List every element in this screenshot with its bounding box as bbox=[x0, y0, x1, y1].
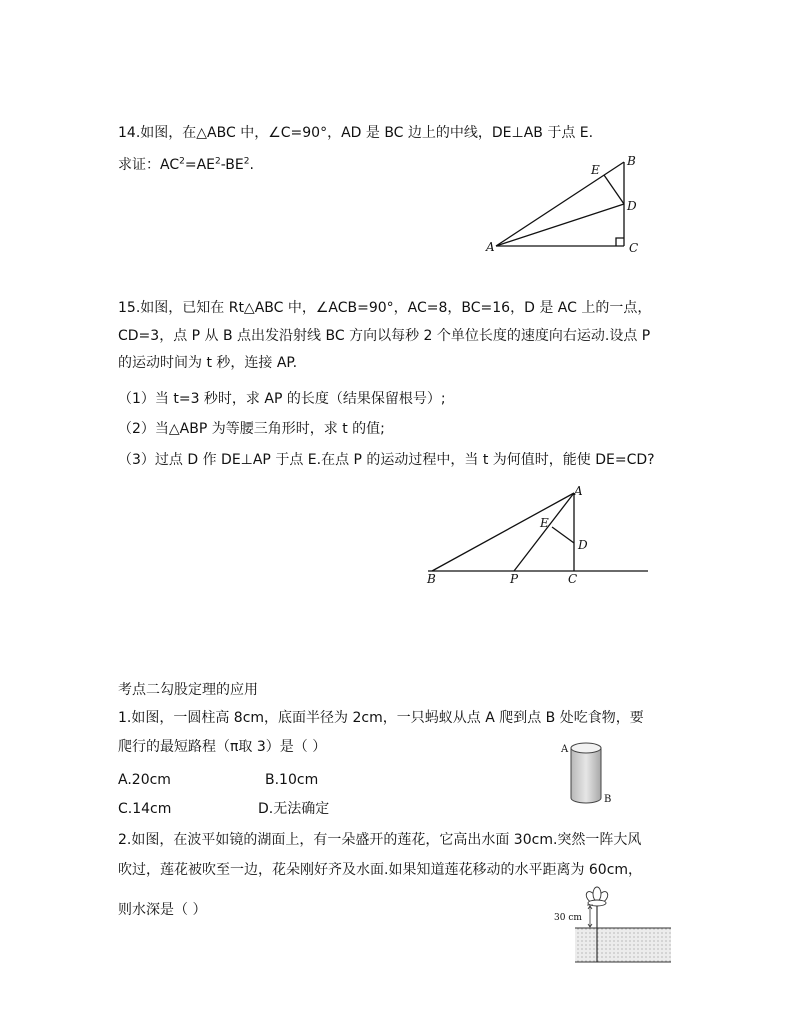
s2-q1-cylinder-figure bbox=[556, 738, 620, 810]
q15-label-c: C bbox=[568, 572, 578, 585]
q14-triangle-figure bbox=[484, 152, 654, 260]
s2-q2-line3: 则水深是（ ） bbox=[118, 902, 207, 918]
q15-perpendicular-de bbox=[552, 527, 574, 543]
q14-proof-be: -BE bbox=[220, 157, 244, 173]
q15-segment-ap bbox=[514, 493, 574, 571]
q15-label-b: B bbox=[427, 572, 436, 585]
cylinder-label-a: A bbox=[561, 744, 569, 755]
q14-perpendicular-de bbox=[604, 175, 624, 204]
q14-label-b: B bbox=[627, 154, 636, 168]
lotus-height-label: 30 cm bbox=[554, 913, 582, 923]
q15-part3: （3）过点 D 作 DE⊥AP 于点 E.在点 P 的运动过程中，当 t 为何值时，能使 DE=CD? bbox=[118, 452, 655, 468]
q15-line3: 的运动时间为 t 秒，连接 AP. bbox=[118, 355, 298, 371]
q14-label-a: A bbox=[486, 240, 495, 254]
q14-line1: 14.如图，在△ABC 中，∠C=90°，AD 是 BC 边上的中线，DE⊥AB 于点 E. bbox=[118, 125, 594, 141]
q15-label-d: D bbox=[578, 538, 588, 552]
s2-q1-option-c: C.14cm bbox=[118, 801, 172, 817]
q15-part1: （1）当 t=3 秒时，求 AP 的长度（结果保留根号）; bbox=[118, 391, 446, 407]
q15-label-a: A bbox=[574, 484, 583, 498]
q15-part2: （2）当△ABP 为等腰三角形时，求 t 的值; bbox=[118, 421, 385, 437]
q14-sup-ac: 2 bbox=[179, 156, 185, 167]
q15-side-ab bbox=[432, 493, 574, 571]
height-dimension-marker bbox=[587, 905, 593, 927]
lake-water bbox=[575, 928, 671, 962]
q15-line1: 15.如图，已知在 Rt△ABC 中，∠ACB=90°，AC=8，BC=16，D 是 AC 上的一点， bbox=[118, 300, 652, 316]
q14-proof-prefix: 求证：AC bbox=[118, 157, 180, 173]
s2-q2-line2: 吹过，莲花被吹至一边，花朵刚好齐及水面.如果知道莲花移动的水平距离为 60cm， bbox=[118, 862, 643, 878]
section2-heading: 考点二勾股定理的应用 bbox=[118, 682, 258, 698]
q14-sup-ae: 2 bbox=[215, 156, 221, 167]
q14-label-e: E bbox=[591, 163, 600, 177]
q14-proof bbox=[118, 155, 254, 175]
q14-side-ab bbox=[496, 162, 624, 246]
s2-q1-line2: 爬行的最短路程（π取 3）是（ ） bbox=[118, 739, 327, 755]
q15-label-e: E bbox=[540, 516, 549, 530]
cylinder-top bbox=[571, 743, 601, 753]
q14-label-c: C bbox=[629, 241, 639, 255]
q14-right-angle-mark bbox=[616, 238, 624, 246]
q14-proof-ae: =AE bbox=[184, 157, 215, 173]
q15-triangle-figure bbox=[424, 483, 650, 585]
s2-q2-lotus-figure bbox=[553, 880, 673, 964]
s2-q1-option-b: B.10cm bbox=[265, 772, 319, 788]
q14-proof-end: . bbox=[249, 157, 254, 173]
s2-q2-line1: 2.如图，在波平如镜的湖面上，有一朵盛开的莲花，它高出水面 30cm.突然一阵大风 bbox=[118, 832, 642, 848]
cylinder-label-b: B bbox=[604, 794, 612, 805]
q14-sup-be: 2 bbox=[243, 156, 250, 167]
cylinder-body bbox=[571, 748, 601, 803]
q15-line2: CD=3，点 P 从 B 点出发沿射线 BC 方向以每秒 2 个单位长度的速度向右运动.设点 P bbox=[118, 328, 651, 344]
q14-median-ad bbox=[496, 204, 624, 246]
s2-q1-line1: 1.如图，一圆柱高 8cm，底面半径为 2cm，一只蚂蚁从点 A 爬到点 B 处吃食物，要 bbox=[118, 710, 644, 726]
s2-q1-option-a: A.20cm bbox=[118, 772, 171, 788]
lotus-flower bbox=[584, 887, 609, 906]
q14-label-d: D bbox=[627, 199, 637, 213]
q15-label-p: P bbox=[510, 572, 519, 585]
s2-q1-option-d: D.无法确定 bbox=[258, 801, 330, 817]
